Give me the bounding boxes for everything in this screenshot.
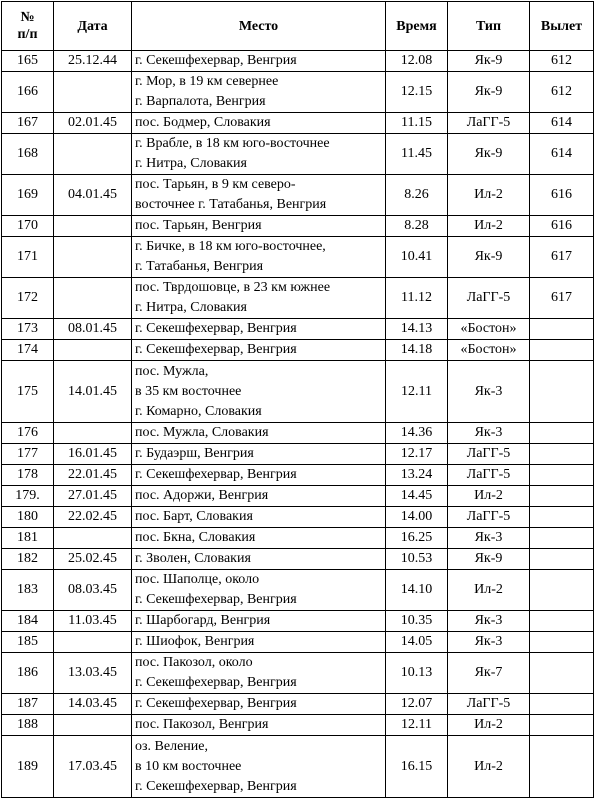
place-line: г. Шарбогард, Венгрия xyxy=(135,613,271,628)
place-line: в 10 км восточнее xyxy=(135,758,242,774)
row-sortie: 617 xyxy=(530,278,594,319)
row-time: 8.28 xyxy=(386,216,448,237)
row-number: 180 xyxy=(2,507,54,528)
header-time: Время xyxy=(386,2,448,51)
row-place xyxy=(132,736,386,798)
row-aircraft-type: ЛаГГ-5 xyxy=(448,507,530,528)
row-time: 12.17 xyxy=(386,444,448,465)
row-place xyxy=(132,444,386,465)
row-aircraft-type: Як-9 xyxy=(448,51,530,72)
row-date: 08.03.45 xyxy=(54,570,132,611)
header-sortie: Вылет xyxy=(530,2,594,51)
row-number: 166 xyxy=(2,72,54,113)
table-row xyxy=(2,216,594,237)
row-number: 168 xyxy=(2,134,54,175)
row-number: 184 xyxy=(2,611,54,632)
row-time: 11.45 xyxy=(386,134,448,175)
row-number: 181 xyxy=(2,528,54,549)
place-line: пос. Тарьян, в 9 км северо- xyxy=(135,177,296,192)
place-line: пос. Пакозол, около xyxy=(135,655,253,670)
row-aircraft-type: Ил-2 xyxy=(448,175,530,216)
row-place xyxy=(132,528,386,549)
row-time: 14.36 xyxy=(386,423,448,444)
table-row xyxy=(2,694,594,715)
row-place xyxy=(132,465,386,486)
row-number: 182 xyxy=(2,549,54,570)
row-aircraft-type: Ил-2 xyxy=(448,736,530,798)
row-place xyxy=(132,611,386,632)
row-place xyxy=(132,175,386,216)
row-date: 22.01.45 xyxy=(54,465,132,486)
row-aircraft-type: Ил-2 xyxy=(448,216,530,237)
row-aircraft-type: «Бостон» xyxy=(448,319,530,340)
table-row xyxy=(2,507,594,528)
row-aircraft-type: Як-3 xyxy=(448,361,530,423)
place-line: восточнее г. Татабанья, Венгрия xyxy=(135,197,327,212)
row-sortie xyxy=(530,528,594,549)
row-aircraft-type: Ил-2 xyxy=(448,570,530,611)
row-date: 22.02.45 xyxy=(54,507,132,528)
row-time: 12.15 xyxy=(386,72,448,113)
row-place xyxy=(132,278,386,319)
row-time: 14.00 xyxy=(386,507,448,528)
place-line: г. Зволен, Словакия xyxy=(135,551,251,566)
table-row xyxy=(2,340,594,361)
row-time: 12.07 xyxy=(386,694,448,715)
table-row xyxy=(2,465,594,486)
row-place xyxy=(132,507,386,528)
row-sortie: 614 xyxy=(530,113,594,134)
row-aircraft-type: Як-9 xyxy=(448,549,530,570)
place-line: г. Варпалота, Венгрия xyxy=(135,94,266,109)
row-sortie xyxy=(530,549,594,570)
row-time: 10.41 xyxy=(386,237,448,278)
row-date: 16.01.45 xyxy=(54,444,132,465)
row-time: 13.24 xyxy=(386,465,448,486)
header-place: Место xyxy=(132,2,386,51)
table-row xyxy=(2,113,594,134)
header-num-label: № п/п xyxy=(17,10,38,42)
row-date: 02.01.45 xyxy=(54,113,132,134)
row-aircraft-type: Як-3 xyxy=(448,611,530,632)
table-row xyxy=(2,423,594,444)
table-row xyxy=(2,237,594,278)
row-sortie: 612 xyxy=(530,72,594,113)
header-num xyxy=(2,2,54,51)
place-line: г. Комарно, Словакия xyxy=(135,403,262,419)
row-sortie: 614 xyxy=(530,134,594,175)
row-number: 169 xyxy=(2,175,54,216)
row-date xyxy=(54,216,132,237)
row-place xyxy=(132,632,386,653)
row-date: 08.01.45 xyxy=(54,319,132,340)
table-row xyxy=(2,444,594,465)
row-date: 04.01.45 xyxy=(54,175,132,216)
header-date: Дата xyxy=(54,2,132,51)
table-row xyxy=(2,319,594,340)
row-place xyxy=(132,113,386,134)
row-time: 11.12 xyxy=(386,278,448,319)
row-aircraft-type: Як-3 xyxy=(448,528,530,549)
row-date xyxy=(54,340,132,361)
row-date: 13.03.45 xyxy=(54,653,132,694)
row-place xyxy=(132,51,386,72)
row-aircraft-type: Як-3 xyxy=(448,632,530,653)
row-place xyxy=(132,423,386,444)
place-line: пос. Бкна, Словакия xyxy=(135,530,256,545)
row-sortie xyxy=(530,632,594,653)
row-time: 10.35 xyxy=(386,611,448,632)
row-date: 25.12.44 xyxy=(54,51,132,72)
row-number: 185 xyxy=(2,632,54,653)
place-line: г. Секешфехервар, Венгрия xyxy=(135,321,297,336)
row-date xyxy=(54,237,132,278)
row-place xyxy=(132,715,386,736)
row-date: 11.03.45 xyxy=(54,611,132,632)
table-row xyxy=(2,715,594,736)
place-line: г. Врабле, в 18 км юго-восточнее xyxy=(135,136,330,151)
row-sortie xyxy=(530,319,594,340)
row-aircraft-type: Як-7 xyxy=(448,653,530,694)
table-row xyxy=(2,611,594,632)
place-line: г. Секешфехервар, Венгрия xyxy=(135,53,297,68)
row-time: 16.15 xyxy=(386,736,448,798)
row-date xyxy=(54,632,132,653)
table-row xyxy=(2,51,594,72)
row-sortie xyxy=(530,694,594,715)
row-place xyxy=(132,237,386,278)
row-place xyxy=(132,319,386,340)
row-sortie xyxy=(530,507,594,528)
row-aircraft-type: Як-3 xyxy=(448,423,530,444)
place-line: пос. Мужла, Словакия xyxy=(135,425,269,440)
row-place xyxy=(132,72,386,113)
row-sortie: 616 xyxy=(530,216,594,237)
row-aircraft-type: ЛаГГ-5 xyxy=(448,694,530,715)
table-row xyxy=(2,528,594,549)
row-number: 173 xyxy=(2,319,54,340)
row-sortie xyxy=(530,611,594,632)
place-line: пос. Бодмер, Словакия xyxy=(135,115,271,130)
row-aircraft-type: Ил-2 xyxy=(448,486,530,507)
row-date: 27.01.45 xyxy=(54,486,132,507)
row-number: 165 xyxy=(2,51,54,72)
row-place xyxy=(132,134,386,175)
row-aircraft-type: ЛаГГ-5 xyxy=(448,444,530,465)
row-number: 183 xyxy=(2,570,54,611)
row-time: 14.05 xyxy=(386,632,448,653)
table-row xyxy=(2,486,594,507)
row-aircraft-type: Як-9 xyxy=(448,72,530,113)
place-line: пос. Тврдошовце, в 23 км южнее xyxy=(135,280,331,295)
row-date xyxy=(54,278,132,319)
row-number: 174 xyxy=(2,340,54,361)
place-line: пос. Адоржи, Венгрия xyxy=(135,488,269,503)
place-line: г. Нитра, Словакия xyxy=(135,300,247,315)
row-place xyxy=(132,486,386,507)
row-sortie xyxy=(530,715,594,736)
table-row xyxy=(2,72,594,113)
place-line: г. Будаэрш, Венгрия xyxy=(135,446,254,461)
table-row xyxy=(2,736,594,798)
row-place xyxy=(132,549,386,570)
row-time: 8.26 xyxy=(386,175,448,216)
row-aircraft-type: Як-9 xyxy=(448,237,530,278)
row-time: 12.11 xyxy=(386,715,448,736)
row-number: 186 xyxy=(2,653,54,694)
table-row xyxy=(2,570,594,611)
place-line: г. Секешфехервар, Венгрия xyxy=(135,592,297,607)
row-number: 188 xyxy=(2,715,54,736)
row-aircraft-type: Як-9 xyxy=(448,134,530,175)
place-line: г. Секешфехервар, Венгрия xyxy=(135,696,297,711)
row-date: 14.03.45 xyxy=(54,694,132,715)
table-row xyxy=(2,632,594,653)
row-place xyxy=(132,653,386,694)
row-date: 14.01.45 xyxy=(54,361,132,423)
row-sortie xyxy=(530,486,594,507)
table-row xyxy=(2,134,594,175)
table-row xyxy=(2,361,594,423)
row-number: 177 xyxy=(2,444,54,465)
row-date: 25.02.45 xyxy=(54,549,132,570)
victories-table xyxy=(1,1,594,798)
row-date xyxy=(54,715,132,736)
place-line: г. Мор, в 19 км севернее xyxy=(135,74,279,89)
place-line: в 35 км восточнее xyxy=(135,383,242,399)
table-row xyxy=(2,175,594,216)
row-sortie xyxy=(530,736,594,798)
row-aircraft-type: «Бостон» xyxy=(448,340,530,361)
row-sortie: 616 xyxy=(530,175,594,216)
row-sortie xyxy=(530,653,594,694)
row-sortie: 617 xyxy=(530,237,594,278)
row-date xyxy=(54,423,132,444)
row-number: 171 xyxy=(2,237,54,278)
row-time: 14.45 xyxy=(386,486,448,507)
place-line: г. Бичке, в 18 км юго-восточнее, xyxy=(135,239,326,254)
row-place xyxy=(132,694,386,715)
place-line: оз. Веление, xyxy=(135,738,208,754)
row-sortie xyxy=(530,570,594,611)
row-time: 12.11 xyxy=(386,361,448,423)
row-time: 11.15 xyxy=(386,113,448,134)
row-aircraft-type: ЛаГГ-5 xyxy=(448,465,530,486)
row-time: 10.13 xyxy=(386,653,448,694)
row-number: 179. xyxy=(2,486,54,507)
row-sortie xyxy=(530,444,594,465)
place-line: г. Татабанья, Венгрия xyxy=(135,259,264,274)
row-number: 167 xyxy=(2,113,54,134)
place-line: г. Секешфехервар, Венгрия xyxy=(135,342,297,357)
place-line: пос. Мужла, xyxy=(135,363,209,379)
row-place xyxy=(132,340,386,361)
row-date xyxy=(54,72,132,113)
row-sortie xyxy=(530,340,594,361)
place-line: г. Секешфехервар, Венгрия xyxy=(135,467,297,482)
row-sortie xyxy=(530,465,594,486)
place-line: г. Секешфехервар, Венгрия xyxy=(135,675,297,690)
row-time: 10.53 xyxy=(386,549,448,570)
table-row xyxy=(2,549,594,570)
place-line: пос. Тарьян, Венгрия xyxy=(135,218,262,233)
place-line: г. Секешфехервар, Венгрия xyxy=(135,778,297,794)
place-line: г. Шиофок, Венгрия xyxy=(135,634,255,649)
row-time: 16.25 xyxy=(386,528,448,549)
table-body xyxy=(2,51,594,798)
row-place xyxy=(132,361,386,423)
place-line: пос. Барт, Словакия xyxy=(135,509,253,524)
row-aircraft-type: ЛаГГ-5 xyxy=(448,278,530,319)
table-row xyxy=(2,653,594,694)
row-sortie: 612 xyxy=(530,51,594,72)
row-number: 172 xyxy=(2,278,54,319)
row-sortie xyxy=(530,361,594,423)
row-time: 12.08 xyxy=(386,51,448,72)
table-header-row xyxy=(2,2,594,51)
row-time: 14.13 xyxy=(386,319,448,340)
row-date xyxy=(54,528,132,549)
place-line: пос. Шаполце, около xyxy=(135,572,260,587)
row-number: 175 xyxy=(2,361,54,423)
row-number: 178 xyxy=(2,465,54,486)
table-row xyxy=(2,278,594,319)
place-line: г. Нитра, Словакия xyxy=(135,156,247,171)
header-type: Тип xyxy=(448,2,530,51)
row-time: 14.10 xyxy=(386,570,448,611)
row-sortie xyxy=(530,423,594,444)
row-aircraft-type: ЛаГГ-5 xyxy=(448,113,530,134)
row-place xyxy=(132,570,386,611)
row-number: 189 xyxy=(2,736,54,798)
row-aircraft-type: Ил-2 xyxy=(448,715,530,736)
row-number: 176 xyxy=(2,423,54,444)
place-line: пос. Пакозол, Венгрия xyxy=(135,717,269,732)
row-date: 17.03.45 xyxy=(54,736,132,798)
row-number: 187 xyxy=(2,694,54,715)
row-time: 14.18 xyxy=(386,340,448,361)
row-number: 170 xyxy=(2,216,54,237)
row-date xyxy=(54,134,132,175)
row-place xyxy=(132,216,386,237)
